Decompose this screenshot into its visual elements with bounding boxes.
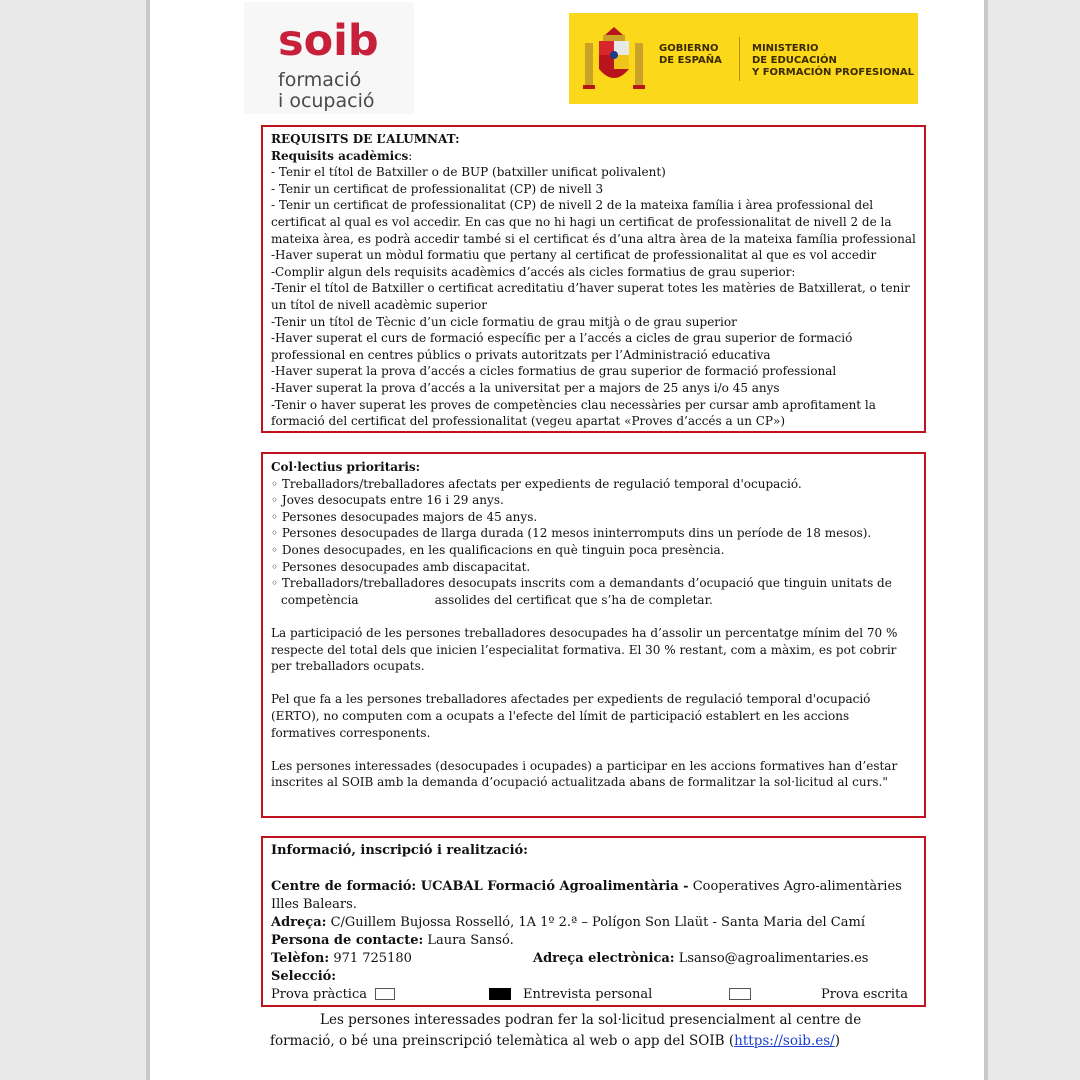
right-margin [988,0,1080,1080]
requirement-item: - Tenir un certificat de professionalitat (CP) de nivell 3 [271,181,604,196]
soib-logo [244,2,414,114]
contact-value: Laura Sansó. [423,933,514,948]
footer-body: Les persones interessades podran fer la sol·licitud presencialment al centre de formació, o bé una preinscripció telemàtica al web o app del SOIB ( [270,1012,862,1049]
priority-item: ◦ Persones desocupades amb discapacitat. [271,559,531,574]
document-page [150,0,984,1080]
requirement-item: - Tenir un certificat de professionalitat (CP) de nivell 2 de la mateixa família i àrea professional del certificat al qual es vol accedir. En cas que no hi hagi un certificat de professionalitat de nivell 2 de la mateixa àrea, es podrà accedir també si el certificat és d’una altra àrea de la mateixa família professional [271,198,916,246]
contact-label: Persona de contacte: [271,933,424,948]
interview-label: Entrevista personal [523,987,653,1002]
academic-requirements-label [271,148,916,165]
email-label: Adreça electrònica: [533,951,675,966]
requirement-item: -Haver superat un mòdul formatiu que pertany al certificat de professionalitat al que es vol accedir [271,248,877,263]
requirement-item: -Tenir un títol de Tècnic d’un cicle formatiu de grau mitjà o de grau superior [271,314,737,329]
priority-item: ◦ Joves desocupats entre 16 i 29 anys. [271,493,504,508]
written-test-checkbox[interactable] [729,988,751,1000]
registration-paragraph: Les persones interessades (desocupades i ocupades) a participar en les accions formatives han d’estar inscrites al SOIB amb la demanda d’ocupació actualitzada abans de formalitzar la sol·licitud al curs." [271,758,898,790]
address-row [271,914,916,932]
academic-requirements-title: Requisits acadèmics [271,148,409,163]
contact-row [271,932,916,950]
practical-test-option [271,986,395,1004]
requirements-box [261,125,926,433]
government-name-line1: GOBIERNO [659,43,719,54]
priority-groups-box [261,452,926,818]
soib-logo-line1: formació [278,69,362,91]
phone-row [271,950,916,968]
soib-logo-subtitle [278,70,374,112]
requirement-item: -Haver superat la prova d’accés a cicles formatius de grau superior de formació professional [271,364,837,379]
priority-item: ◦ Dones desocupades, en les qualificacions en què tinguin poca presència. [271,542,725,557]
requirement-item: -Haver superat la prova d’accés a la universitat per a majors de 25 anys i/o 45 anys [271,380,780,395]
footer-paragraph [270,1010,930,1052]
priority-item: ◦ Treballadors/treballadores afectats per expedients de regulació temporal d'ocupació. [271,476,802,491]
page-edge-right [984,0,988,1080]
government-name [659,43,722,67]
participation-paragraph: La participació de les persones treballadores desocupades ha d’assolir un percentatge mínim del 70 % respecte del total dels que inicien l’especialitat formativa. El 30 % restant, com a màxim, es pot cobrir per treballadors ocupats. [271,625,898,674]
priority-item: ◦ Treballadors/treballadores desocupats inscrits com a demandants d’ocupació que tinguin unitats de competència assolides del certificat que s’ha de completar. [271,576,896,607]
address-label: Adreça: [271,915,327,930]
priority-heading: Col·lectius prioritaris: [271,460,421,474]
selection-options [271,986,916,1004]
training-center-label: Centre de formació: UCABAL Formació Agroalimentària - [271,879,689,894]
phone-value: 971 725180 [329,951,412,966]
erto-paragraph: Pel que fa a les persones treballadores afectades per expedients de regulació temporal d'ocupació (ERTO), no computen com a ocupats a l'efecte del límit de participació establert en les accions formatives corresponents. [271,692,871,740]
footer-closing: ) [834,1033,840,1049]
practical-test-checkbox[interactable] [375,988,395,1000]
requirement-item: -Complir algun dels requisits acadèmics d’accés als cicles formatius de grau superior: [271,264,796,279]
requirements-heading: REQUISITS DE L’ALUMNAT: [271,132,460,146]
soib-link[interactable]: https://soib.es/ [734,1033,835,1049]
logo-divider [739,37,740,81]
priority-item: ◦ Persones desocupades de llarga durada (12 mesos ininterromputs dins un període de 18 mesos). [271,526,872,541]
written-test-checkbox-wrap [721,986,751,1004]
government-logo [569,13,918,104]
interview-checkbox[interactable] [489,988,511,1000]
left-margin [0,0,146,1080]
ministry-line2: DE EDUCACIÓN [752,55,837,66]
requirement-item: -Tenir el títol de Batxiller o certificat acreditatiu d’haver superat totes les matèries de Batxillerat, o tenir un títol de nivell acadèmic superior [271,281,910,312]
address-value: C/Guillem Bujossa Rosselló, 1A 1º 2.ª – Polígon Son Llaüt - Santa Maria del Camí [326,915,865,930]
interview-option [489,986,652,1004]
soib-logo-line2: i ocupació [278,90,375,112]
coat-of-arms-icon [581,23,647,95]
footer-text [270,1010,930,1052]
practical-test-label: Prova pràctica [271,987,367,1002]
requirement-item: -Haver superat el curs de formació específic per a l’accés a cicles de grau superior de formació professional en centres públics o privats autoritzats per l’Administració educativa [271,331,853,362]
academic-requirements-colon: : [408,148,413,163]
requirement-item: - Tenir el títol de Batxiller o de BUP (batxiller unificat polivalent) [271,165,666,180]
selection-label: Selecció: [271,969,337,984]
information-heading: Informació, inscripció i realització: [271,843,528,858]
soib-logo-word: soib [278,16,379,66]
ministry-line1: MINISTERIO [752,43,819,54]
training-center-value: Cooperatives Agro-alimentàries Illes Balears. [271,879,902,912]
email-value: Lsanso@agroalimentaries.es [674,951,869,966]
ministry-name [752,43,914,79]
written-test-option: Prova escrita [821,987,909,1002]
requirement-item: -Tenir o haver superat les proves de competències clau necessàries per cursar amb aprofitament la formació del certificat del professionalitat (vegeu apartat «Proves d’accés a un CP») [271,397,876,429]
ministry-line3: Y FORMACIÓN PROFESIONAL [752,67,914,78]
training-center [271,878,916,914]
government-name-line2: DE ESPAÑA [659,55,722,66]
information-box [261,836,926,1007]
phone-label: Telèfon: [271,951,330,966]
priority-item: ◦ Persones desocupades majors de 45 anys. [271,509,538,524]
